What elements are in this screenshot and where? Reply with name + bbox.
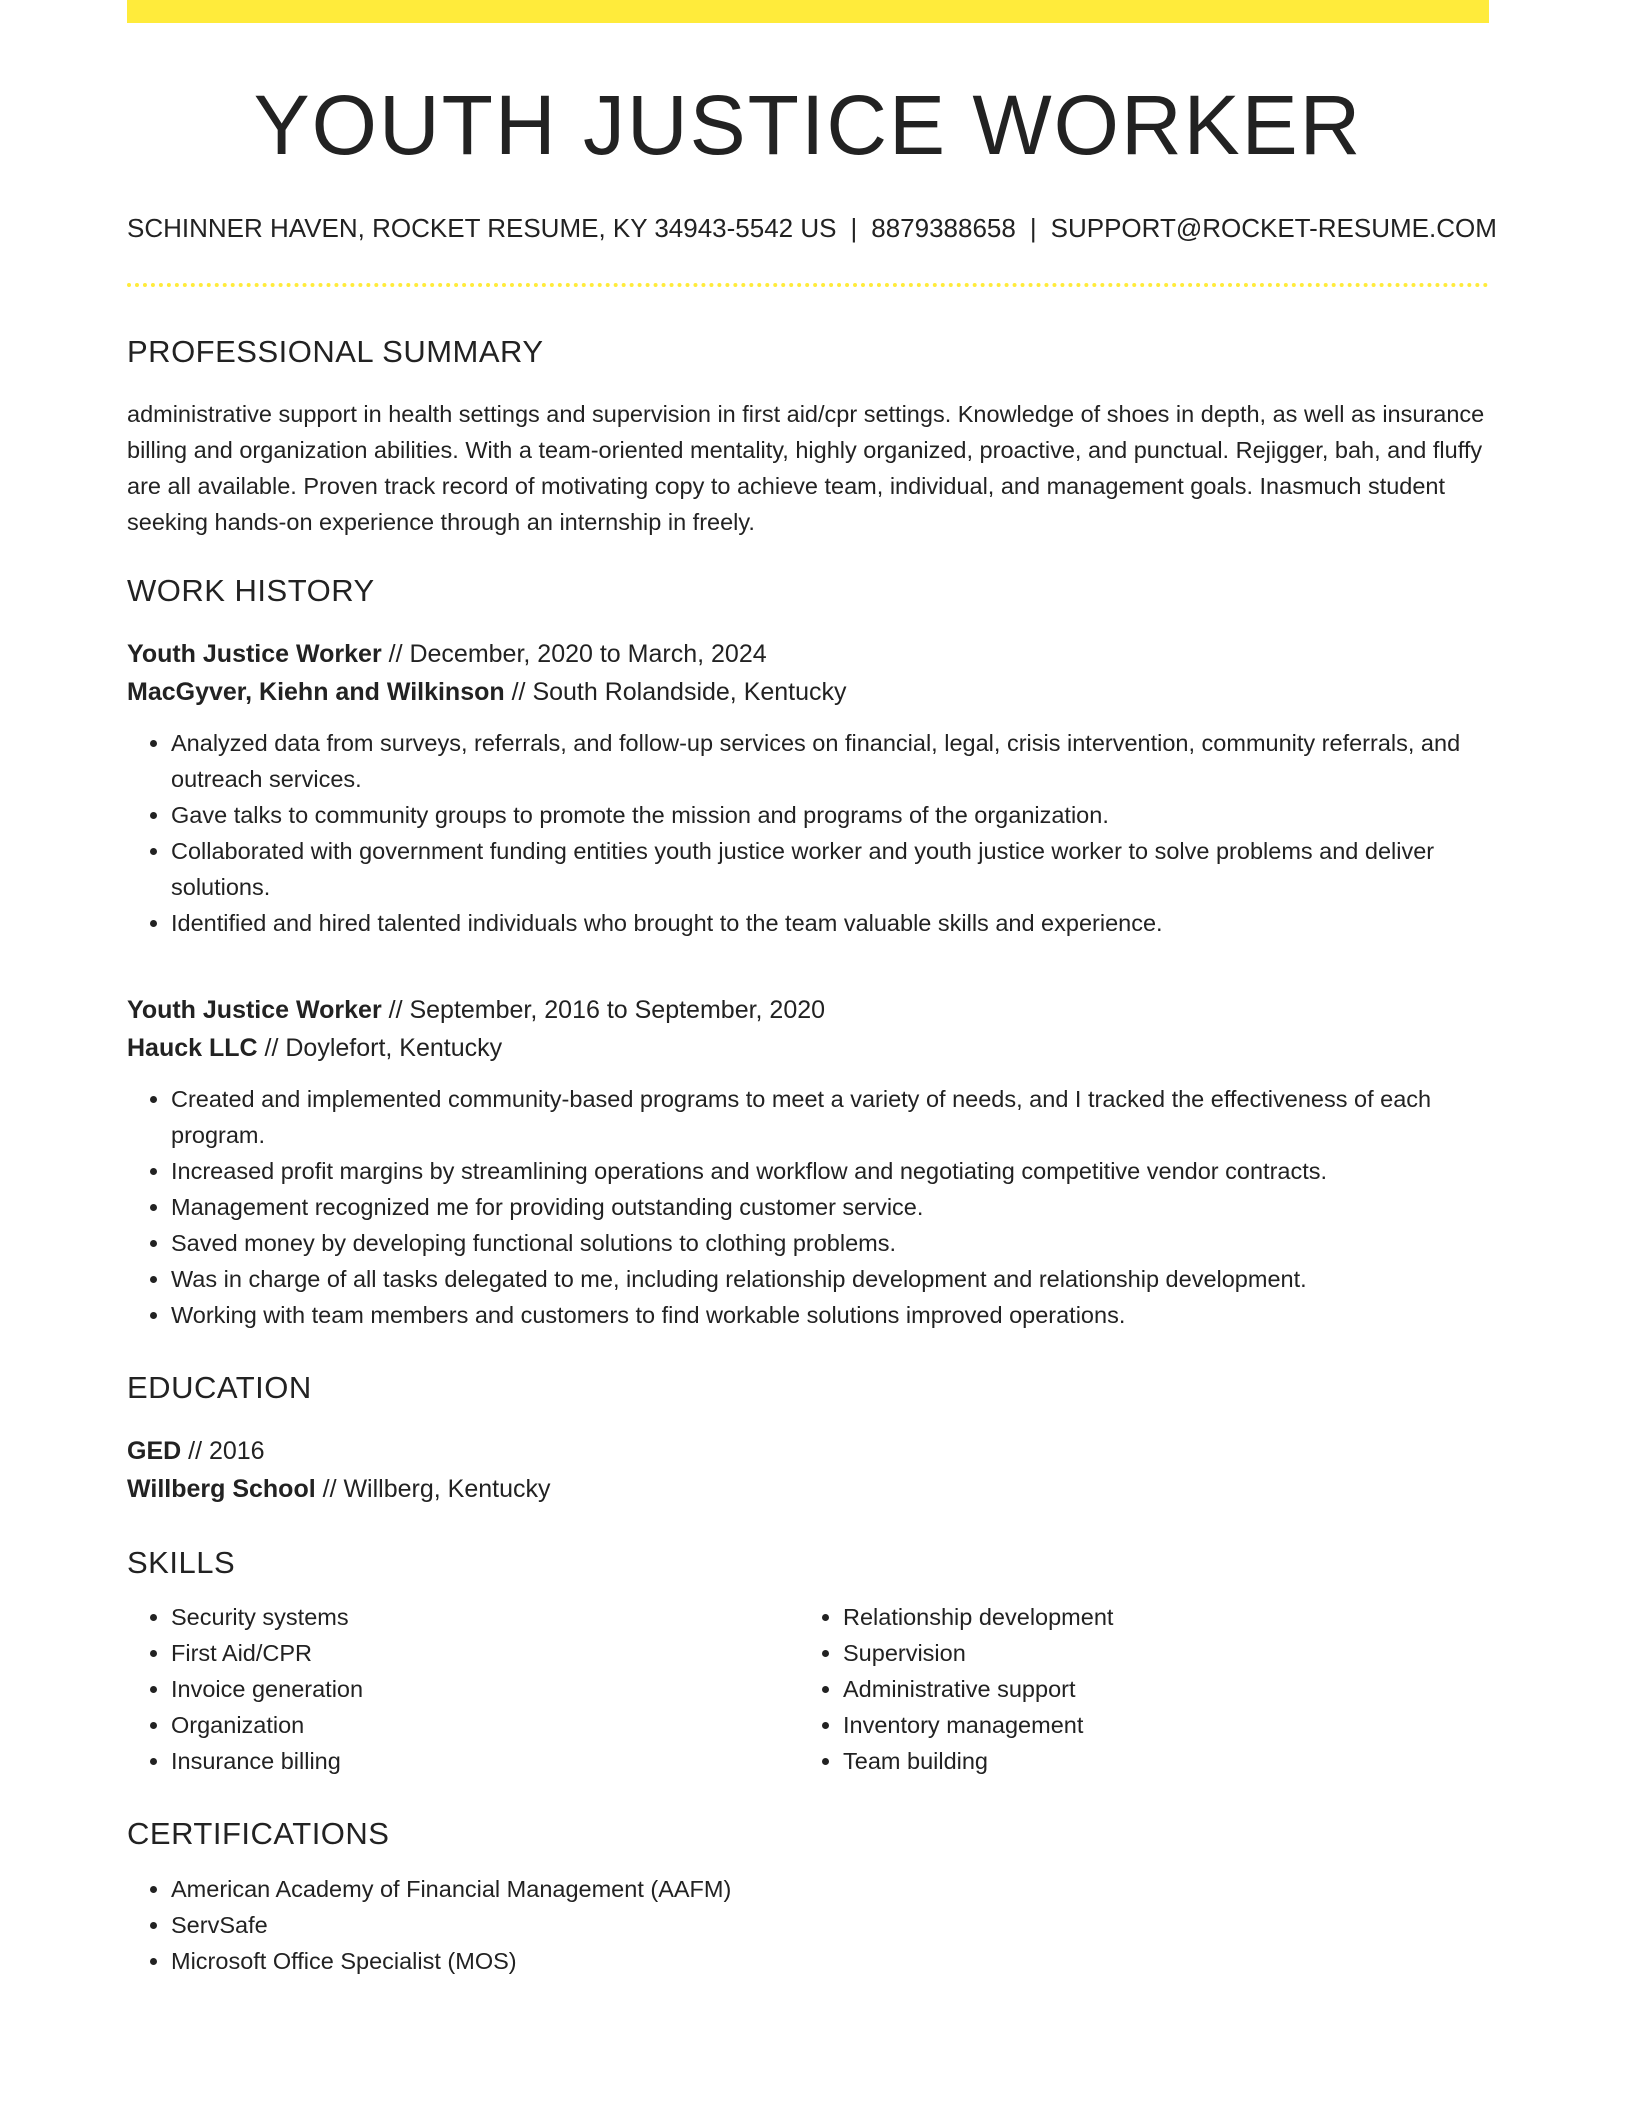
job-company-line — [127, 1029, 1489, 1067]
job-bullets — [127, 1081, 1489, 1333]
job-entry — [127, 635, 1489, 941]
job-location: // Doylefort, Kentucky — [257, 1033, 503, 1062]
certification-item: • Microsoft Office Specialist (MOS) — [171, 1943, 1489, 1979]
skill-item: • Insurance billing — [171, 1743, 799, 1779]
education-degree-line — [127, 1432, 1489, 1470]
job-bullet: • Analyzed data from surveys, referrals, and follow-up services on financial, legal, crisis intervention, community referrals, and outreach services. — [171, 725, 1489, 797]
skills-columns — [127, 1599, 1489, 1779]
education-school: Willberg School — [127, 1475, 316, 1504]
job-bullet: • Working with team members and customers to find workable solutions improved operations. — [171, 1297, 1489, 1333]
job-role: Youth Justice Worker — [127, 639, 382, 668]
job-role: Youth Justice Worker — [127, 995, 382, 1024]
job-title-line — [127, 991, 1489, 1029]
education-entry — [127, 1432, 1489, 1508]
contact-line — [127, 213, 1497, 244]
job-bullet: • Gave talks to community groups to promote the mission and programs of the organization. — [171, 797, 1489, 833]
skill-item: • Organization — [171, 1707, 799, 1743]
job-company: MacGyver, Kiehn and Wilkinson — [127, 677, 505, 706]
job-bullet: • Increased profit margins by streamlining operations and workflow and negotiating competitive vendor contracts. — [171, 1153, 1489, 1189]
skill-item: • Team building — [843, 1743, 1489, 1779]
contact-phone: 8879388658 — [871, 213, 1016, 244]
skills-heading: SKILLS — [127, 1545, 236, 1581]
job-bullet: • Saved money by developing functional solutions to clothing problems. — [171, 1225, 1489, 1261]
certifications-list — [127, 1871, 1489, 1979]
skills-list-right — [799, 1599, 1489, 1779]
skill-item: • First Aid/CPR — [171, 1635, 799, 1671]
skill-item: • Administrative support — [843, 1671, 1489, 1707]
education-location: // Willberg, Kentucky — [315, 1475, 551, 1504]
education-degree: GED — [127, 1437, 182, 1466]
education-heading: EDUCATION — [127, 1369, 312, 1405]
education-year: // 2016 — [181, 1437, 265, 1466]
job-company: Hauck LLC — [127, 1033, 258, 1062]
skill-item: • Inventory management — [843, 1707, 1489, 1743]
skill-item: • Invoice generation — [171, 1671, 799, 1707]
resume-name: YOUTH JUSTICE WORKER — [253, 78, 1363, 172]
contact-email: SUPPORT@ROCKET-RESUME.COM — [1050, 213, 1497, 244]
resume-page — [127, 0, 1497, 1979]
job-dates: // September, 2016 to September, 2020 — [381, 995, 826, 1024]
certifications-heading: CERTIFICATIONS — [127, 1816, 390, 1852]
education-school-line — [127, 1470, 1489, 1508]
job-bullet: • Identified and hired talented individuals who brought to the team valuable skills and experience. — [171, 905, 1489, 941]
job-location: // South Rolandside, Kentucky — [504, 677, 847, 706]
dotted-divider — [127, 283, 1489, 287]
job-entry — [127, 991, 1489, 1333]
job-bullet: • Management recognized me for providing outstanding customer service. — [171, 1189, 1489, 1225]
skills-list-left — [127, 1599, 799, 1779]
summary-heading: PROFESSIONAL SUMMARY — [127, 333, 544, 369]
job-bullets — [127, 725, 1489, 941]
job-bullet: • Collaborated with government funding entities youth justice worker and youth justice worker to solve problems and deliver solutions. — [171, 833, 1489, 905]
job-title-line — [127, 635, 1489, 673]
job-dates: // December, 2020 to March, 2024 — [381, 639, 767, 668]
certification-item: • ServSafe — [171, 1907, 1489, 1943]
job-bullet: • Created and implemented community-based programs to meet a variety of needs, and I tracked the effectiveness of each program. — [171, 1081, 1489, 1153]
contact-address: SCHINNER HAVEN, ROCKET RESUME, KY 34943-5542 US — [127, 213, 837, 244]
accent-top-bar — [127, 0, 1489, 23]
summary-text: administrative support in health settings and supervision in first aid/cpr settings. Knowledge of shoes in depth, as well as insurance billing and organization abilities. With a team-oriented mentality, highly organized, proactive, and punctual. Rejigger, bah, and fluffy are all available. Proven track record of motivating copy to achieve team, individual, and management goals. Inasmuch student seeking hands-on experience through an internship in freely. — [127, 400, 1485, 535]
job-company-line — [127, 673, 1489, 711]
skill-item: • Supervision — [843, 1635, 1489, 1671]
certification-item: • American Academy of Financial Management (AAFM) — [171, 1871, 1489, 1907]
contact-separator: | — [1029, 213, 1037, 244]
skill-item: • Relationship development — [843, 1599, 1489, 1635]
job-bullet: • Was in charge of all tasks delegated to me, including relationship development and relationship development. — [171, 1261, 1489, 1297]
skill-item: • Security systems — [171, 1599, 799, 1635]
contact-separator: | — [850, 213, 858, 244]
work-history-heading: WORK HISTORY — [127, 572, 375, 608]
